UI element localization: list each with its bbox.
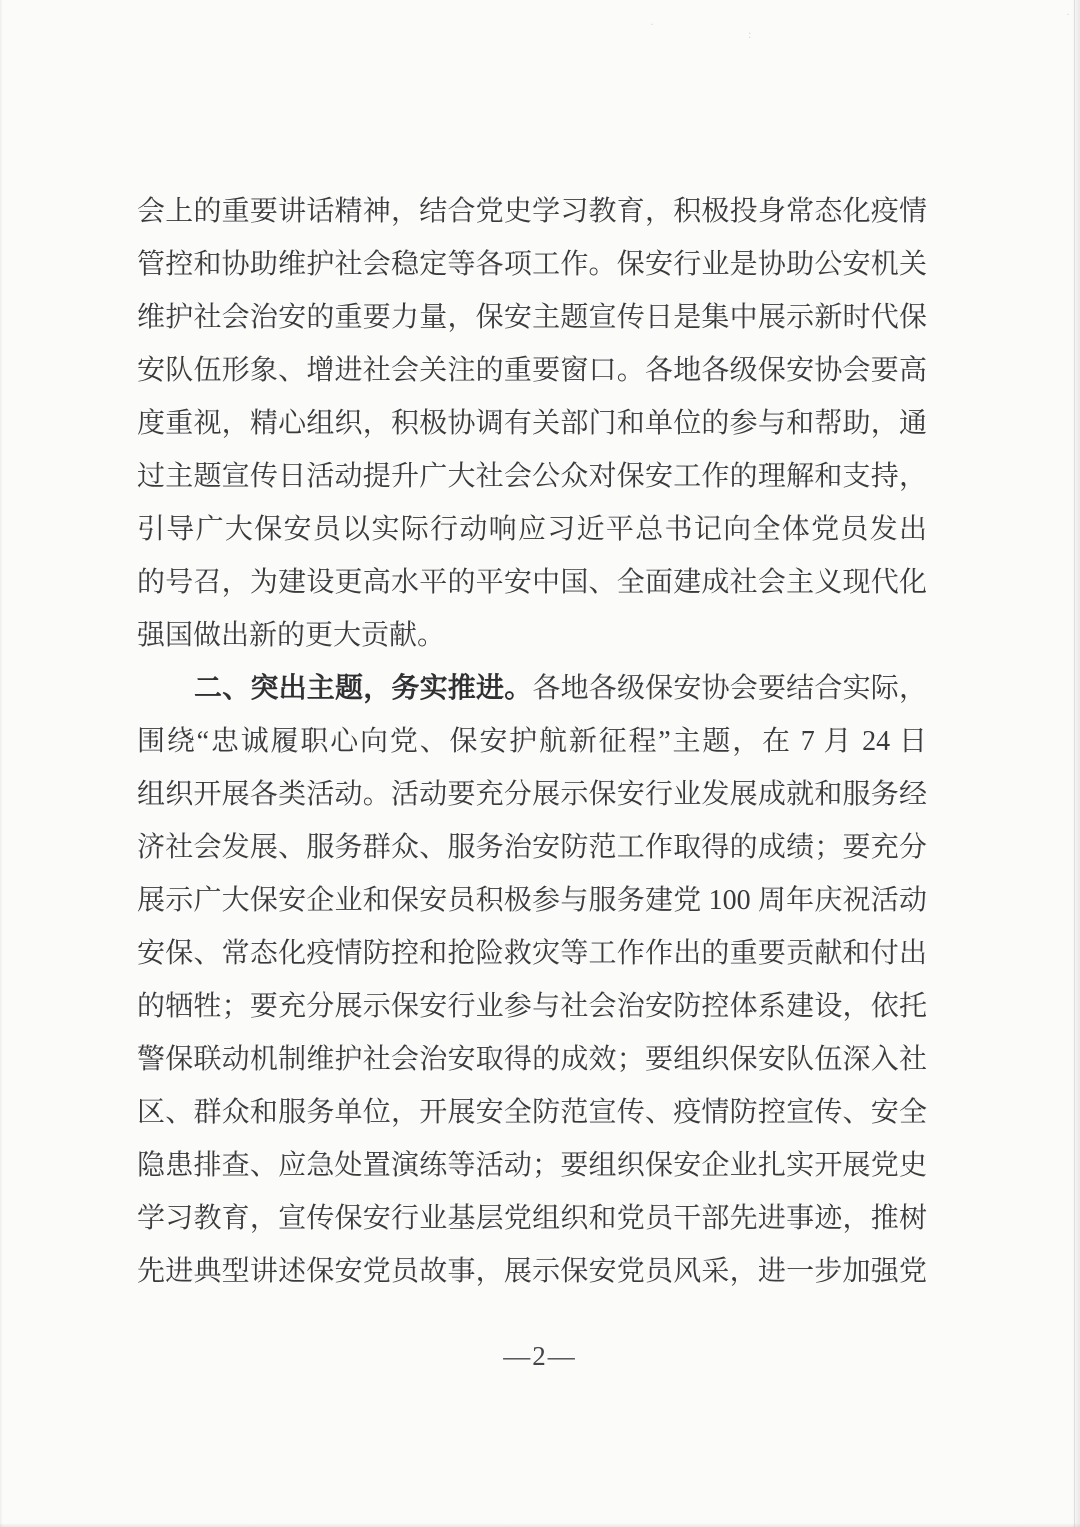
text-line: 强国做出新的更大贡献。: [137, 620, 446, 651]
text-line: 济社会发展、服务群众、服务治安防范工作取得的成绩；要充分: [137, 832, 927, 863]
text-line: 维护社会治安的重要力量，保安主题宣传日是集中展示新时代保: [137, 302, 927, 333]
text-line: 度重视，精心组织，积极协调有关部门和单位的参与和帮助，通: [137, 408, 927, 439]
text-line: 引导广大保安员以实际行动响应习近平总书记向全体党员发出: [137, 514, 927, 545]
text-line: 安保、常态化疫情防控和抢险救灾等工作作出的重要贡献和付出: [137, 938, 927, 969]
text-line: 的号召，为建设更高水平的平安中国、全面建成社会主义现代化: [137, 567, 927, 598]
text-line: 区、群众和服务单位，开展安全防范宣传、疫情防控宣传、安全: [137, 1097, 927, 1128]
text-line: 二、突出主题，务实推进。各地各级保安协会要结合实际，: [194, 673, 927, 704]
scan-edge-line: [1074, 0, 1075, 1527]
document-body: [137, 185, 927, 1298]
text-line: 围绕“忠诚履职心向党、保安护航新征程”主题，在 7 月 24 日: [137, 726, 927, 757]
scan-speck: ·: [1066, 7, 1070, 21]
text-line: 安队伍形象、增进社会关注的重要窗口。各地各级保安协会要高: [137, 355, 927, 386]
text-line: 先进典型讲述保安党员故事，展示保安党员风采，进一步加强党: [137, 1256, 927, 1287]
text-line: 过主题宣传日活动提升广大社会公众对保安工作的理解和支持，: [137, 461, 927, 492]
text-line: 警保联动机制维护社会治安取得的成效；要组织保安队伍深入社: [137, 1044, 927, 1075]
page-number: —2—: [503, 1341, 577, 1371]
text-line: 管控和协助维护社会稳定等各项工作。保安行业是协助公安机关: [137, 249, 927, 280]
scan-edge-left: [0, 0, 3, 1527]
text-line: 展示广大保安企业和保安员积极参与服务建党 100 周年庆祝活动: [137, 885, 927, 916]
text-line: 的牺牲；要充分展示保安行业参与社会治安防控体系建设，依托: [137, 991, 927, 1022]
scan-speck: ·: [650, 17, 654, 31]
text-line: 隐患排查、应急处置演练等活动；要组织保安企业扎实开展党史: [137, 1150, 927, 1181]
scan-speck: :: [748, 27, 752, 41]
section-heading: 二、突出主题，务实推进。: [194, 673, 533, 704]
scan-edge-bottom: [0, 1523, 1080, 1527]
text-line: 组织开展各类活动。活动要充分展示保安行业发展成就和服务经: [137, 779, 927, 810]
text-line: 会上的重要讲话精神，结合党史学习教育，积极投身常态化疫情: [137, 196, 927, 227]
text-line: 学习教育，宣传保安行业基层党组织和党员干部先进事迹，推树: [137, 1203, 927, 1234]
